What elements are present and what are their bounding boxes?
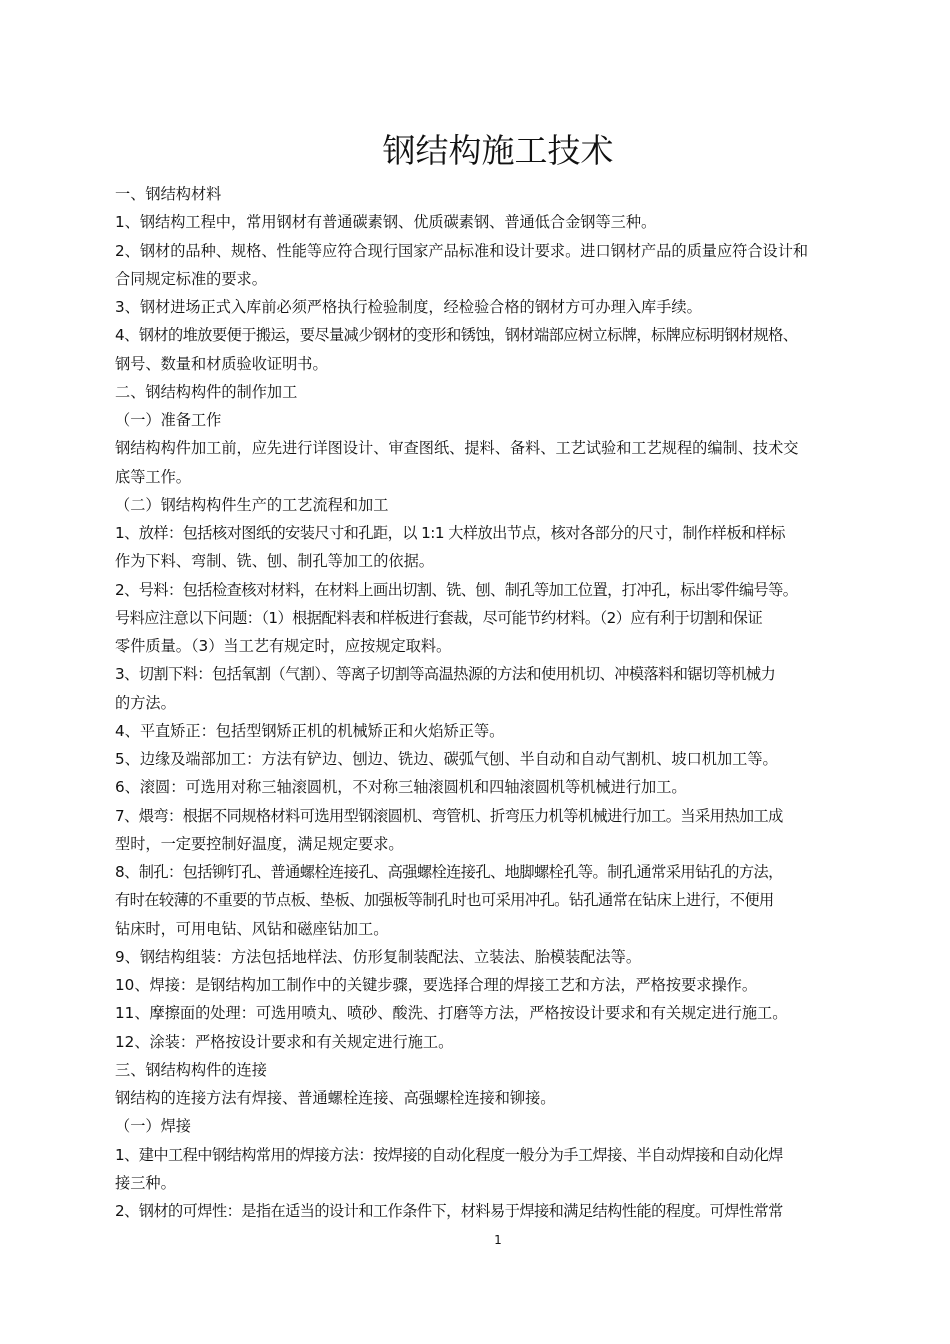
section-heading: 三、钢结构构件的连接 <box>115 1060 267 1079</box>
paragraph-line: 零件质量。（3）当工艺有规定时，应按规定取料。 <box>115 637 452 655</box>
section-heading: 一、钢结构材料 <box>115 185 222 203</box>
paragraph-line: 钢号、数量和材质验收证明书。 <box>115 354 328 373</box>
section-heading: 二、钢结构构件的制作加工 <box>115 382 298 401</box>
paragraph-line: 8、制孔：包括铆钉孔、普通螺栓连接孔、高强螺栓连接孔、地脚螺栓孔等。制孔通常采用钻孔的方法， <box>115 863 783 881</box>
page-title: 钢结构施工技术 <box>382 131 614 170</box>
paragraph-line: 2、号料：包括检查核对材料，在材料上画出切割、铣、刨、制孔等加工位置，打冲孔，标出零件编号等。 <box>115 580 798 599</box>
paragraph-line: 2、钢材的可焊性：是指在适当的设计和工作条件下，材料易于焊接和满足结构性能的程度。可焊性常常 <box>115 1202 783 1220</box>
paragraph-line: 钻床时，可用电钻、风钻和磁座钻加工。 <box>115 919 389 938</box>
document-body <box>115 180 895 1225</box>
paragraph-line: 12、涂装：严格按设计要求和有关规定进行施工。 <box>115 1032 454 1051</box>
paragraph-line: 1、放样：包括核对图纸的安装尺寸和孔距，以 1:1 大样放出节点，核对各部分的尺寸，制作样板和样标 <box>115 524 785 542</box>
paragraph-line: 2、钢材的品种、规格、性能等应符合现行国家产品标准和设计要求。进口钢材产品的质量应符合设计和 <box>115 241 809 260</box>
paragraph-line: 5、边缘及端部加工：方法有铲边、刨边、铣边、碳弧气刨、半自动和自动气割机、坡口机加工等。 <box>115 750 778 768</box>
subsection-heading: （二）钢结构构件生产的工艺流程和加工 <box>115 495 389 514</box>
paragraph-line: 4、钢材的堆放要便于搬运，要尽量减少钢材的变形和锈蚀，钢材端部应树立标牌，标牌应标明钢材规格、 <box>115 326 798 345</box>
paragraph-line: 1、建中工程中钢结构常用的焊接方法：按焊接的自动化程度一般分为手工焊接、半自动焊接和自动化焊 <box>115 1145 783 1164</box>
paragraph-line: 型时，一定要控制好温度，满足规定要求。 <box>115 834 404 853</box>
paragraph-line: 9、钢结构组装：方法包括地样法、仿形复制装配法、立装法、胎模装配法等。 <box>115 947 642 966</box>
paragraph-line: 的方法。 <box>115 693 176 712</box>
paragraph-line: 有时在较薄的不重要的节点板、垫板、加强板等制孔时也可采用冲孔。钻孔通常在钻床上进行，不便用 <box>115 891 774 910</box>
paragraph-line: 4、平直矫正：包括型钢矫正机的机械矫正和火焰矫正等。 <box>115 721 505 740</box>
paragraph-line: 6、滚圆：可选用对称三轴滚圆机，不对称三轴滚圆机和四轴滚圆机等机械进行加工。 <box>115 778 687 797</box>
page-number: 1 <box>494 1233 502 1247</box>
paragraph-line: 钢结构构件加工前，应先进行详图设计、审查图纸、提料、备料、工艺试验和工艺规程的编制、技术交 <box>115 439 799 458</box>
paragraph-line: 底等工作。 <box>115 467 191 486</box>
subsection-heading: （一）焊接 <box>115 1117 191 1136</box>
paragraph-line: 作为下料、弯制、铣、刨、制孔等加工的依据。 <box>115 552 434 571</box>
paragraph-line: 3、切割下料：包括氧割（气割）、等离子切割等高温热源的方法和使用机切、冲模落料和锯切等机械力 <box>115 665 776 684</box>
paragraph-line: 3、钢材进场正式入库前必须严格执行检验制度，经检验合格的钢材方可办理入库手续。 <box>115 298 702 316</box>
paragraph-line: 11、摩擦面的处理：可选用喷丸、喷砂、酸洗、打磨等方法，严格按设计要求和有关规定进行施工。 <box>115 1004 788 1023</box>
paragraph-line: 号料应注意以下问题：（1）根据配料表和样板进行套裁，尽可能节约材料。（2）应有利于切割和保证 <box>115 608 763 627</box>
paragraph-line: 钢结构的连接方法有焊接、普通螺栓连接、高强螺栓连接和铆接。 <box>115 1089 556 1107</box>
paragraph-line: 合同规定标准的要求。 <box>115 269 267 288</box>
paragraph-line: 10、焊接：是钢结构加工制作中的关键步骤，要选择合理的焊接工艺和方法，严格按要求操作。 <box>115 976 758 994</box>
paragraph-line: 7、煨弯：根据不同规格材料可选用型钢滚圆机、弯管机、折弯压力机等机械进行加工。当采用热加工成 <box>115 806 783 825</box>
paragraph-line: 接三种。 <box>115 1173 176 1192</box>
subsection-heading: （一）准备工作 <box>115 411 222 429</box>
paragraph-line: 1、钢结构工程中，常用钢材有普通碳素钢、优质碳素钢、普通低合金钢等三种。 <box>115 213 657 232</box>
